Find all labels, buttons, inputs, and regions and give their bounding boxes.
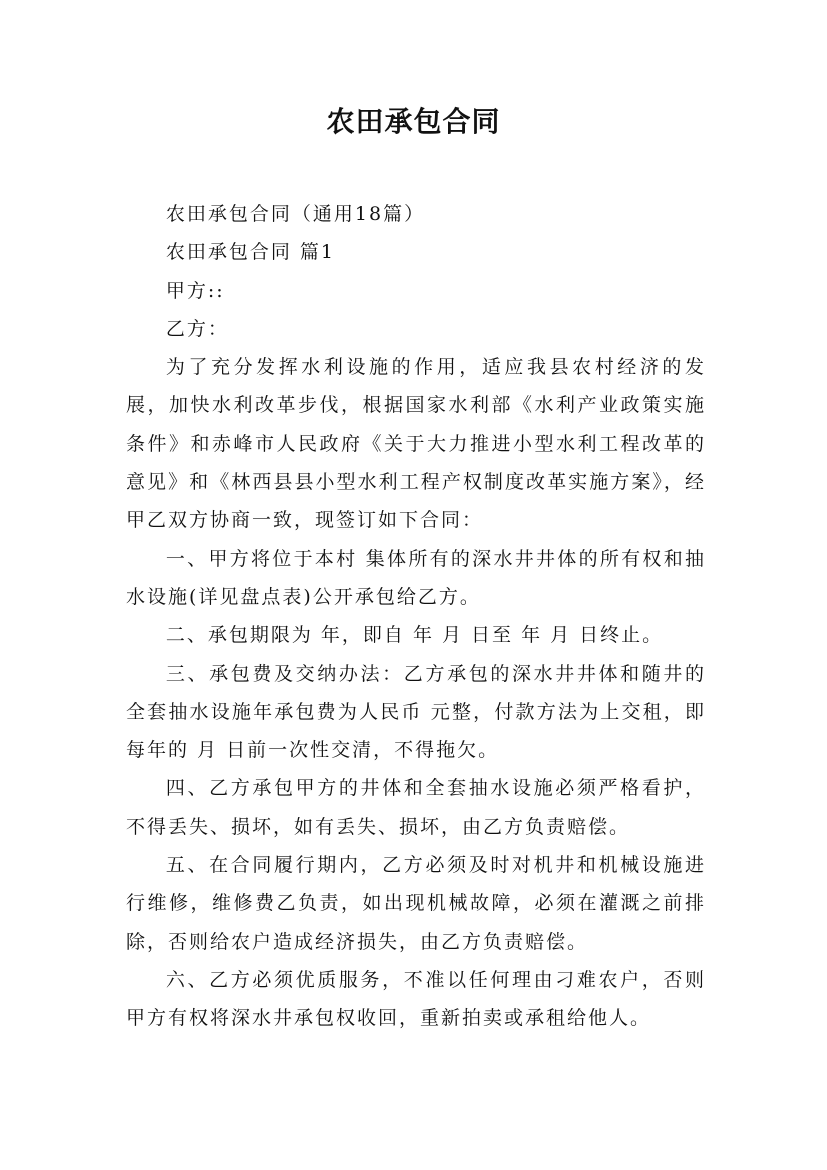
paragraph-clause-3: 三、承包费及交纳办法：乙方承包的深水井井体和随井的全套抽水设施年承包费为人民币 元整，付款方法为上交租，即每年的 月 日前一次性交清，不得拖欠。	[126, 662, 706, 762]
paragraph-clause-6: 六、乙方必须优质服务，不准以任何理由刁难农户，否则甲方有权将深水井承包权收回，重新拍卖或承租给他人。	[126, 968, 706, 1030]
paragraph-section-heading: 农田承包合同 篇1	[165, 241, 336, 264]
document-title: 农田承包合同	[326, 105, 501, 138]
paragraph-subtitle: 农田承包合同（通用18篇）	[165, 203, 426, 225]
document-body	[126, 195, 706, 1038]
paragraph-preamble: 为了充分发挥水利设施的作用，适应我县农村经济的发展，加快水利改革步伐，根据国家水利部《水利产业政策实施条件》和赤峰市人民政府《关于大力推进小型水利工程改革的意见》和《林西县县小型水利工程产权制度改革实施方案》，经甲乙双方协商一致，现签订如下合同：	[126, 356, 706, 532]
paragraph-clause-1: 一、甲方将位于本村 集体所有的深水井井体的所有权和抽水设施(详见盘点表)公开承包给乙方。	[126, 547, 706, 608]
paragraph-clause-4: 四、乙方承包甲方的井体和全套抽水设施必须严格看护，不得丢失、损坏，如有丢失、损坏，由乙方负责赔偿。	[126, 777, 706, 838]
paragraph-clause-2: 二、承包期限为 年，即自 年 月 日至 年 月 日终止。	[165, 624, 664, 647]
paragraph-clause-5: 五、在合同履行期内，乙方必须及时对机井和机械设施进行维修，维修费乙负责，如出现机械故障，必须在灌溉之前排除，否则给农户造成经济损失，由乙方负责赔偿。	[126, 854, 706, 953]
paragraph-party-a: 甲方::	[165, 279, 225, 302]
paragraph-party-b: 乙方：	[165, 317, 229, 340]
